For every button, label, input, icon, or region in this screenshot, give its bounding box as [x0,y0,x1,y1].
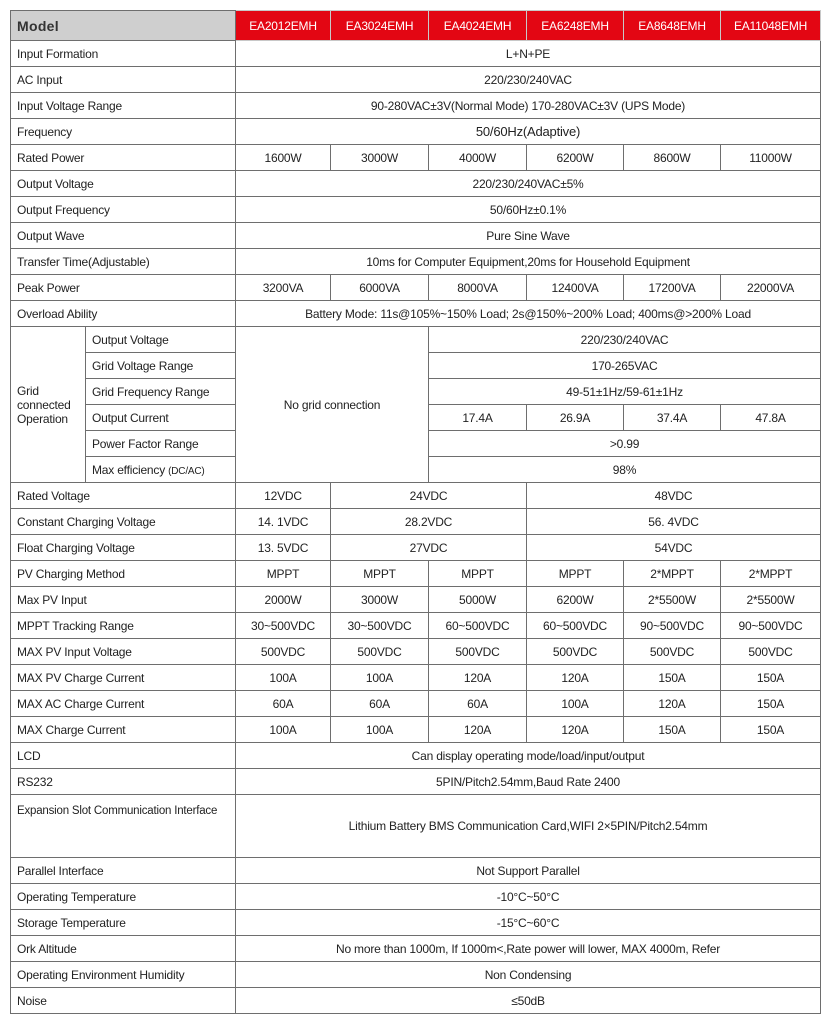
row-value: Lithium Battery BMS Communication Card,WIFI 2×5PIN/Pitch2.54mm [236,795,821,858]
row-label: Operating Environment Humidity [11,962,236,988]
row-value: 120A [527,717,624,743]
row-label: Ork Altitude [11,936,236,962]
row-value: 13. 5VDC [236,535,331,561]
table-row [11,717,821,743]
row-value: 120A [429,665,527,691]
table-row [11,858,821,884]
row-label: Operating Temperature [11,884,236,910]
table-row [11,145,821,171]
row-value: 11000W [721,145,821,171]
row-value: Battery Mode: 11s@105%~150% Load; 2s@150%~200% Load; 400ms@>200% Load [236,301,821,327]
row-value: 8600W [624,145,721,171]
row-value: -15°C~60°C [236,910,821,936]
row-value: ≤50dB [236,988,821,1014]
row-value: 150A [721,691,821,717]
row-value: -10°C~50°C [236,884,821,910]
row-value: 22000VA [721,275,821,301]
row-value: 8000VA [429,275,527,301]
row-value: 60A [429,691,527,717]
row-value: 150A [721,717,821,743]
header-row [11,11,821,41]
table-row [11,962,821,988]
row-label: Float Charging Voltage [11,535,236,561]
model-name: EA8648EMH [624,11,721,41]
table-row [11,743,821,769]
row-value: 50/60Hz(Adaptive) [236,119,821,145]
row-label: Frequency [11,119,236,145]
group-label-grid: Grid connected Operation [11,327,86,483]
row-value: 28.2VDC [331,509,527,535]
row-label: Max PV Input [11,587,236,613]
model-name: EA3024EMH [331,11,429,41]
row-value: 100A [331,717,429,743]
table-row [11,884,821,910]
row-value: MPPT [331,561,429,587]
row-value: 37.4A [624,405,721,431]
sub-label-suffix: (DC/AC) [168,465,205,477]
row-value: 47.8A [721,405,821,431]
row-value: Pure Sine Wave [236,223,821,249]
row-value: 120A [527,665,624,691]
row-value: 2*MPPT [721,561,821,587]
row-value: 98% [429,457,821,483]
row-value: 27VDC [331,535,527,561]
row-value: Not Support Parallel [236,858,821,884]
table-row [11,936,821,962]
model-label: Model [11,11,236,41]
sub-label: Grid Frequency Range [86,379,236,405]
row-label: Rated Power [11,145,236,171]
row-value: 100A [527,691,624,717]
row-value: 90-280VAC±3V(Normal Mode) 170-280VAC±3V (UPS Mode) [236,93,821,119]
row-value: 17200VA [624,275,721,301]
sub-label-text: Max efficiency [92,462,166,477]
row-value: 5PIN/Pitch2.54mm,Baud Rate 2400 [236,769,821,795]
table-row [11,275,821,301]
row-value: 3200VA [236,275,331,301]
table-row [11,327,821,353]
table-row [11,119,821,145]
row-value: 100A [236,717,331,743]
row-value: 6200W [527,587,624,613]
row-value: MPPT [236,561,331,587]
row-value: 220/230/240VAC±5% [236,171,821,197]
sub-label: Output Current [86,405,236,431]
row-label: AC Input [11,67,236,93]
table-row [11,197,821,223]
table-row [11,509,821,535]
spec-table [10,10,821,1014]
row-value: Can display operating mode/load/input/output [236,743,821,769]
row-label: Parallel Interface [11,858,236,884]
row-value: 50/60Hz±0.1% [236,197,821,223]
row-value: 30~500VDC [331,613,429,639]
row-value: 500VDC [429,639,527,665]
row-value: 5000W [429,587,527,613]
table-row [11,67,821,93]
table-row [11,587,821,613]
sub-label: Grid Voltage Range [86,353,236,379]
row-label: Input Formation [11,41,236,67]
table-row [11,691,821,717]
row-label: Rated Voltage [11,483,236,509]
table-row [11,561,821,587]
row-value: 6200W [527,145,624,171]
row-value: 10ms for Computer Equipment,20ms for Household Equipment [236,249,821,275]
row-value: 54VDC [527,535,821,561]
row-value: 220/230/240VAC [236,67,821,93]
row-value: 12400VA [527,275,624,301]
row-value: 3000W [331,145,429,171]
row-value: 2*5500W [721,587,821,613]
model-name: EA2012EMH [236,11,331,41]
table-row [11,795,821,858]
table-row [11,483,821,509]
row-value: 220/230/240VAC [429,327,821,353]
row-value: 4000W [429,145,527,171]
row-value: Non Condensing [236,962,821,988]
row-label: Input Voltage Range [11,93,236,119]
table-row [11,639,821,665]
row-value: 150A [721,665,821,691]
row-value: 6000VA [331,275,429,301]
row-label: Noise [11,988,236,1014]
row-label: Peak Power [11,275,236,301]
table-row [11,171,821,197]
sub-label: Power Factor Range [86,431,236,457]
row-value: 12VDC [236,483,331,509]
sub-label [86,457,236,483]
table-row [11,910,821,936]
table-row [11,665,821,691]
row-value: 26.9A [527,405,624,431]
row-value: 24VDC [331,483,527,509]
row-value: 56. 4VDC [527,509,821,535]
row-value: 3000W [331,587,429,613]
no-grid-connection: No grid connection [236,327,429,483]
row-label: Constant Charging Voltage [11,509,236,535]
row-label: MAX Charge Current [11,717,236,743]
row-label: Output Frequency [11,197,236,223]
row-value: 150A [624,717,721,743]
row-value: 500VDC [527,639,624,665]
row-value: 1600W [236,145,331,171]
row-value: L+N+PE [236,41,821,67]
row-value: 170-265VAC [429,353,821,379]
table-row [11,769,821,795]
row-value: No more than 1000m, If 1000m<,Rate power will lower, MAX 4000m, Refer [236,936,821,962]
row-value: >0.99 [429,431,821,457]
row-label: MAX AC Charge Current [11,691,236,717]
row-label: MPPT Tracking Range [11,613,236,639]
row-value: 60A [236,691,331,717]
row-label: LCD [11,743,236,769]
row-value: 100A [236,665,331,691]
row-value: 500VDC [236,639,331,665]
row-label: MAX PV Input Voltage [11,639,236,665]
table-row [11,535,821,561]
row-value: 17.4A [429,405,527,431]
model-name: EA4024EMH [429,11,527,41]
table-row [11,223,821,249]
row-value: 2*5500W [624,587,721,613]
row-value: 2000W [236,587,331,613]
model-name: EA11048EMH [721,11,821,41]
row-value: 60~500VDC [429,613,527,639]
row-label: MAX PV Charge Current [11,665,236,691]
row-value: 60~500VDC [527,613,624,639]
row-label: Overload Ability [11,301,236,327]
row-value: 49-51±1Hz/59-61±1Hz [429,379,821,405]
row-value: 150A [624,665,721,691]
row-value: MPPT [527,561,624,587]
table-row [11,988,821,1014]
row-label: PV Charging Method [11,561,236,587]
sub-label: Output Voltage [86,327,236,353]
row-value: 500VDC [721,639,821,665]
row-value: 90~500VDC [624,613,721,639]
row-value: 14. 1VDC [236,509,331,535]
row-value: 30~500VDC [236,613,331,639]
row-value: 500VDC [624,639,721,665]
row-label: Output Voltage [11,171,236,197]
table-row [11,249,821,275]
row-value: 48VDC [527,483,821,509]
row-value: 120A [429,717,527,743]
row-label: Output Wave [11,223,236,249]
model-name: EA6248EMH [527,11,624,41]
row-value: 120A [624,691,721,717]
table-row [11,93,821,119]
row-value: 500VDC [331,639,429,665]
row-label: Storage Temperature [11,910,236,936]
table-row [11,301,821,327]
row-label: Expansion Slot Communication Interface [11,795,236,858]
row-value: 100A [331,665,429,691]
row-value: 2*MPPT [624,561,721,587]
table-row [11,41,821,67]
row-value: 90~500VDC [721,613,821,639]
row-value: MPPT [429,561,527,587]
row-label: Transfer Time(Adjustable) [11,249,236,275]
row-label: RS232 [11,769,236,795]
row-value: 60A [331,691,429,717]
table-row [11,613,821,639]
